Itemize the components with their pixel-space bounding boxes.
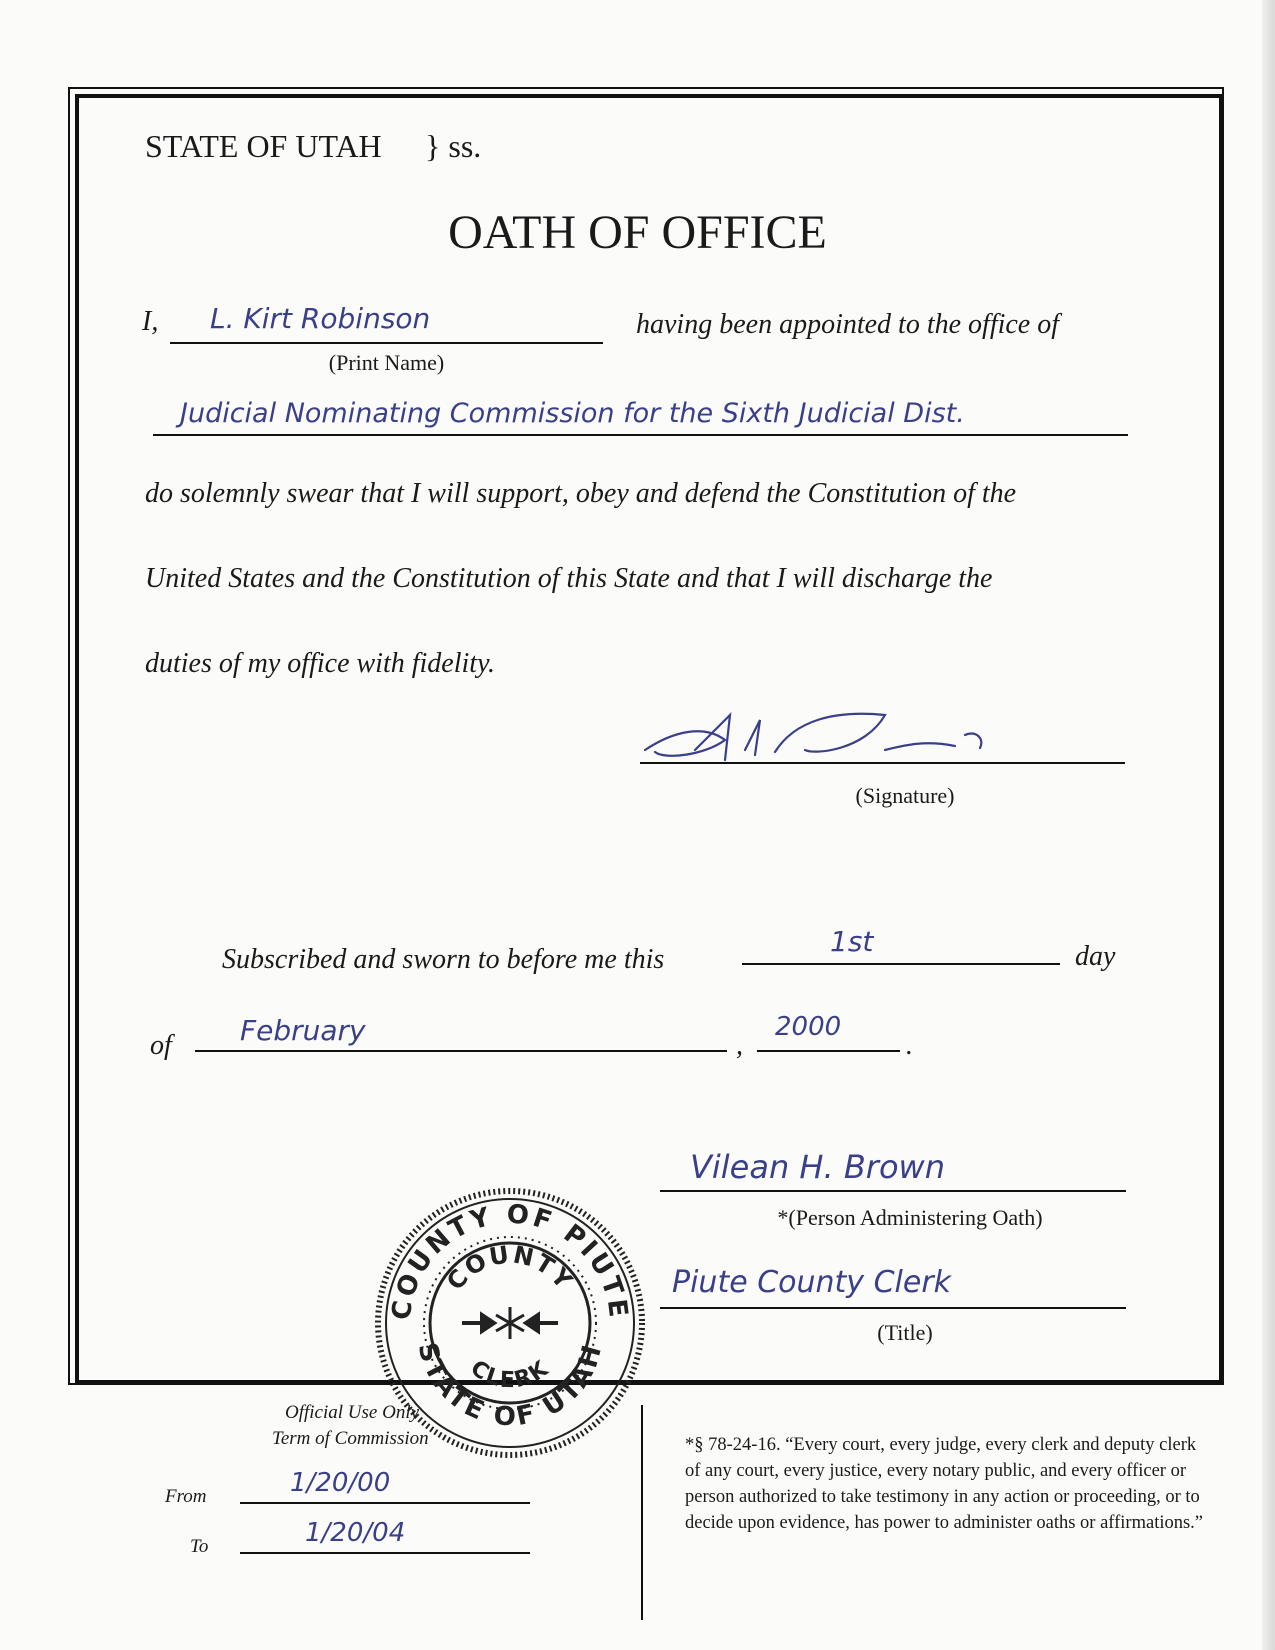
print-name-handwritten: L. Kirt Robinson bbox=[210, 302, 431, 335]
title-label: (Title) bbox=[877, 1320, 933, 1345]
office-handwritten: Judicial Nominating Commission for the Sixth Judicial Dist. bbox=[180, 398, 965, 429]
oath-line-1: do solemnly swear that I will support, obey and defend the Constitution of the bbox=[145, 478, 1017, 509]
title-handwritten: Piute County Clerk bbox=[672, 1265, 952, 1300]
document-title: OATH OF OFFICE bbox=[448, 206, 827, 259]
appointed-text: having been appointed to the office of bbox=[636, 309, 1060, 340]
from-value: 1/20/00 bbox=[290, 1468, 391, 1498]
of-label: of bbox=[150, 1030, 172, 1061]
oath-line-3: duties of my office with fidelity. bbox=[145, 648, 495, 679]
seal-center-emblem bbox=[462, 1307, 558, 1339]
year-handwritten: 2000 bbox=[775, 1012, 842, 1042]
official-use-heading: Official Use Only bbox=[285, 1402, 420, 1423]
comma: , bbox=[736, 1030, 743, 1061]
administrator-handwritten: Vilean H. Brown bbox=[690, 1148, 945, 1186]
seal-inner-bottom: CLERK bbox=[465, 1355, 555, 1394]
seal-inner-top: COUNTY bbox=[441, 1240, 579, 1296]
to-value: 1/20/04 bbox=[305, 1518, 406, 1548]
print-name-label: (Print Name) bbox=[328, 350, 445, 375]
term-of-commission: Term of Commission bbox=[272, 1428, 429, 1449]
svg-text:COUNTY bbox=[441, 1240, 579, 1295]
seal-top-text: COUNTY OF PIUTE bbox=[386, 1199, 634, 1322]
i-label: I, bbox=[142, 306, 159, 337]
period: . bbox=[906, 1030, 913, 1061]
administrator-label: *(Person Administering Oath) bbox=[777, 1205, 1043, 1230]
statute-footnote: *§ 78-24-16. “Every court, every judge, every clerk and deputy clerk of any court, every justice, every notary public, and every officer or person authorized to take testimony in any action or proceeding, or to decide upon evidence, has power to administer oaths or affirmations.” bbox=[685, 1435, 1204, 1533]
state-heading: STATE OF UTAH bbox=[145, 128, 382, 164]
oath-line-2: United States and the Constitution of this State and that I will discharge the bbox=[145, 563, 993, 594]
subscribed-text: Subscribed and sworn to before me this bbox=[222, 944, 665, 975]
from-label: From bbox=[165, 1486, 207, 1507]
to-label: To bbox=[190, 1536, 209, 1557]
day-label: day bbox=[1075, 941, 1116, 972]
seal-bottom-text: STATE OF UTAH bbox=[411, 1339, 609, 1433]
footer-divider bbox=[641, 1405, 643, 1620]
day-handwritten: 1st bbox=[830, 925, 874, 958]
month-handwritten: February bbox=[240, 1014, 366, 1047]
ss-label: } ss. bbox=[425, 128, 482, 164]
signature-image bbox=[635, 680, 1015, 780]
svg-text:CLERK bbox=[466, 1356, 555, 1394]
signature-label: (Signature) bbox=[855, 783, 955, 808]
day-line bbox=[742, 925, 1060, 965]
